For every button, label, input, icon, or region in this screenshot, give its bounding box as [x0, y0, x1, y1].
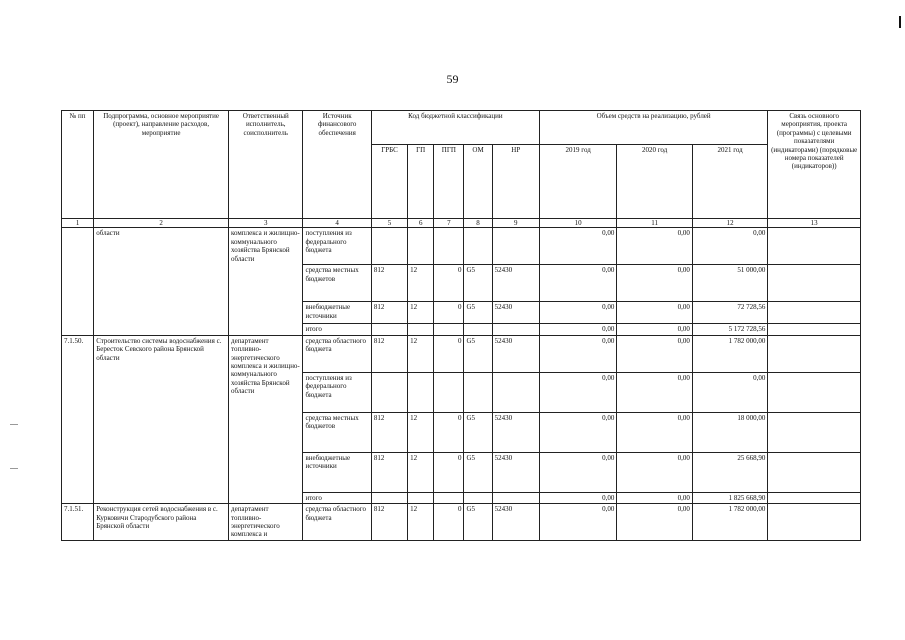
- header-link: Связь основного мероприятия, проекта (программы) с целевыми показателями (индикаторами) (порядковые номера показателей (индикаторов)): [768, 111, 861, 219]
- header-om: ОМ: [464, 145, 492, 219]
- row-2019: 0,00: [539, 228, 616, 265]
- row-2021: 0,00: [692, 228, 767, 265]
- row-link: [768, 265, 861, 302]
- row-2020: 0,00: [617, 228, 692, 265]
- row-source: средства местных бюджетов: [303, 412, 371, 452]
- col-number: 2: [94, 219, 229, 228]
- total-2019: 0,00: [539, 324, 616, 335]
- row-2021: 51 000,00: [692, 265, 767, 302]
- row-2019: 0,00: [539, 412, 616, 452]
- item-subprogram: Реконструкция сетей водоснабжения в с. Курковичи Стародубского района Брянской области: [94, 504, 229, 541]
- row-om: G5: [464, 265, 492, 302]
- item-executor: комплекса и жилищно-коммунального хозяйства Брянской области: [229, 228, 303, 335]
- col-number: 13: [768, 219, 861, 228]
- row-2021: 25 668,90: [692, 452, 767, 492]
- total-label: итого: [303, 324, 371, 335]
- header-gp: ГП: [408, 145, 434, 219]
- row-2019: 0,00: [539, 265, 616, 302]
- row-gp: 12: [408, 265, 434, 302]
- row-2021: 0,00: [692, 372, 767, 412]
- row-2020: 0,00: [617, 504, 692, 541]
- row-link: [768, 452, 861, 492]
- row-pgp: [434, 372, 464, 412]
- total-2021: 5 172 728,56: [692, 324, 767, 335]
- row-om: G5: [464, 412, 492, 452]
- header-nr: НР: [492, 145, 539, 219]
- row-2020: 0,00: [617, 265, 692, 302]
- header-source: Источник финансового обеспечения: [303, 111, 371, 219]
- row-link: [768, 504, 861, 541]
- row-om: [464, 228, 492, 265]
- row-2019: 0,00: [539, 372, 616, 412]
- row-2021: 18 000,00: [692, 412, 767, 452]
- col-number: 5: [371, 219, 407, 228]
- row-gp: [408, 228, 434, 265]
- row-grbs: [371, 228, 407, 265]
- col-number: 1: [62, 219, 94, 228]
- row-gp: 12: [408, 504, 434, 541]
- header-2019: 2019 год: [539, 145, 616, 219]
- row-nr: [492, 372, 539, 412]
- total-label: итого: [303, 492, 371, 503]
- header-budget-code: Код бюджетной классификации: [371, 111, 539, 145]
- row-pgp: [434, 228, 464, 265]
- row-link: [768, 335, 861, 372]
- item-number: 7.1.50.: [62, 335, 94, 503]
- item-number: [62, 228, 94, 335]
- row-link: [768, 412, 861, 452]
- row-grbs: 812: [371, 452, 407, 492]
- header-row: [62, 111, 861, 145]
- row-gp: 12: [408, 452, 434, 492]
- row-nr: 52430: [492, 452, 539, 492]
- row-pgp: 0: [434, 412, 464, 452]
- header-2020: 2020 год: [617, 145, 692, 219]
- row-link: [768, 228, 861, 265]
- col-number: 6: [408, 219, 434, 228]
- row-grbs: [371, 372, 407, 412]
- row-gp: 12: [408, 335, 434, 372]
- row-pgp: 0: [434, 335, 464, 372]
- row-gp: 12: [408, 302, 434, 324]
- row-2019: 0,00: [539, 452, 616, 492]
- corner-mark: [899, 16, 901, 28]
- row-2021: 1 782 000,00: [692, 504, 767, 541]
- row-source: поступления из федерального бюджета: [303, 372, 371, 412]
- row-grbs: 812: [371, 504, 407, 541]
- row-source: средства областного бюджета: [303, 504, 371, 541]
- row-grbs: 812: [371, 412, 407, 452]
- row-source: поступления из федерального бюджета: [303, 228, 371, 265]
- table-row: [62, 335, 861, 372]
- margin-mark: [10, 424, 18, 425]
- row-nr: [492, 228, 539, 265]
- header-grbs: ГРБС: [371, 145, 407, 219]
- row-2019: 0,00: [539, 335, 616, 372]
- header-volume: Объем средств на реализацию, рублей: [539, 111, 767, 145]
- row-2021: 72 728,56: [692, 302, 767, 324]
- row-nr: 52430: [492, 412, 539, 452]
- row-source: внебюджетные источники: [303, 452, 371, 492]
- row-link: [768, 372, 861, 412]
- row-2021: 1 782 000,00: [692, 335, 767, 372]
- col-number: 10: [539, 219, 616, 228]
- row-source: внебюджетные источники: [303, 302, 371, 324]
- row-nr: 52430: [492, 504, 539, 541]
- header-no: № пп: [62, 111, 94, 219]
- col-number: 9: [492, 219, 539, 228]
- item-number: 7.1.51.: [62, 504, 94, 541]
- budget-table: [61, 110, 861, 541]
- page-number: 59: [446, 72, 459, 86]
- row-source: средства областного бюджета: [303, 335, 371, 372]
- row-2019: 0,00: [539, 504, 616, 541]
- row-2020: 0,00: [617, 412, 692, 452]
- margin-mark: [10, 468, 18, 469]
- row-om: G5: [464, 504, 492, 541]
- col-number: 4: [303, 219, 371, 228]
- col-number: 7: [434, 219, 464, 228]
- item-subprogram: области: [94, 228, 229, 335]
- row-link: [768, 492, 861, 503]
- row-om: G5: [464, 452, 492, 492]
- header-executor: Ответственный исполнитель, соисполнитель: [229, 111, 303, 219]
- row-om: [464, 372, 492, 412]
- table-row: [62, 228, 861, 265]
- row-pgp: 0: [434, 452, 464, 492]
- column-numbers-row: [62, 219, 861, 228]
- item-executor: департамент топливно-энергетического комплекса и: [229, 504, 303, 541]
- row-link: [768, 324, 861, 335]
- col-number: 12: [692, 219, 767, 228]
- row-pgp: 0: [434, 302, 464, 324]
- item-subprogram: Строительство системы водоснабжения с. Бересток Севского района Брянской области: [94, 335, 229, 503]
- header-pgp: ПГП: [434, 145, 464, 219]
- row-grbs: 812: [371, 302, 407, 324]
- row-2020: 0,00: [617, 372, 692, 412]
- row-nr: 52430: [492, 302, 539, 324]
- total-2020: 0,00: [617, 324, 692, 335]
- row-gp: 12: [408, 412, 434, 452]
- col-number: 3: [229, 219, 303, 228]
- total-2020: 0,00: [617, 492, 692, 503]
- row-om: G5: [464, 302, 492, 324]
- row-2020: 0,00: [617, 335, 692, 372]
- total-2019: 0,00: [539, 492, 616, 503]
- row-link: [768, 302, 861, 324]
- row-source: средства местных бюджетов: [303, 265, 371, 302]
- row-gp: [408, 372, 434, 412]
- row-nr: 52430: [492, 265, 539, 302]
- item-executor: департамент топливно-энергетического комплекса и жилищно-коммунального хозяйства Брянской области: [229, 335, 303, 503]
- row-pgp: 0: [434, 265, 464, 302]
- row-grbs: 812: [371, 265, 407, 302]
- col-number: 8: [464, 219, 492, 228]
- row-pgp: 0: [434, 504, 464, 541]
- table-row: [62, 504, 861, 541]
- row-grbs: 812: [371, 335, 407, 372]
- row-2019: 0,00: [539, 302, 616, 324]
- total-2021: 1 825 668,90: [692, 492, 767, 503]
- col-number: 11: [617, 219, 692, 228]
- row-om: G5: [464, 335, 492, 372]
- row-2020: 0,00: [617, 452, 692, 492]
- row-nr: 52430: [492, 335, 539, 372]
- header-2021: 2021 год: [692, 145, 767, 219]
- header-subprogram: Подпрограмма, основное мероприятие (проект), направление расходов, мероприятие: [94, 111, 229, 219]
- row-2020: 0,00: [617, 302, 692, 324]
